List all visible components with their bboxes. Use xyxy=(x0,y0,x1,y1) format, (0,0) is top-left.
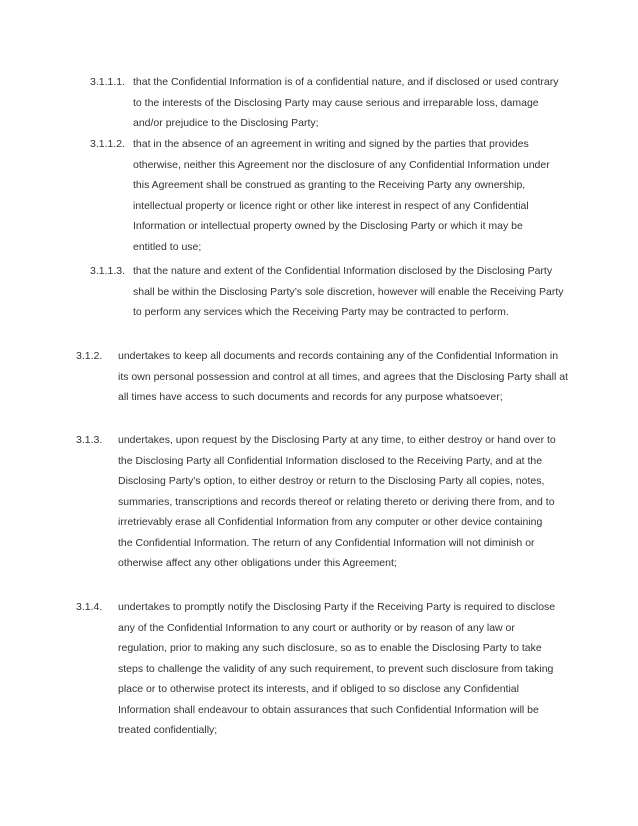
clause-number: 3.1.1.3. xyxy=(90,265,126,277)
clause-number: 3.1.2. xyxy=(76,350,103,362)
clause-text: that in the absence of an agreement in writing and signed by the parties that provides otherwise, neither this Agreement nor the disclosure of any Confidential Information under this Agreement shall be construed as granting to the Receiving Party any ownership, intellectual property or licence right or other like interest in respect of any Confidential Information or intellectual property owned by the Disclosing Party or which it may be entitled to use; xyxy=(133,138,550,253)
clause-number: 3.1.1.2. xyxy=(90,138,126,150)
clause-number: 3.1.4. xyxy=(76,601,103,613)
clause-text: undertakes, upon request by the Disclosing Party at any time, to either destroy or hand over to the Disclosing Party all Confidential Information disclosed to the Receiving Party, and at the Disclosing Party’s option, to either destroy or return to the Disclosing Party all copies, notes, summaries, transcriptions and records thereof or relating thereto or deriving there from, and to irretrievably erase all Confidential Information from any computer or other device containing the Confidential Information. The return of any Confidential Information will not diminish or otherwise affect any other obligations under this Agreement; xyxy=(118,434,556,569)
clause-number: 3.1.1.1. xyxy=(90,76,126,88)
clause-text: that the Confidential Information is of a confidential nature, and if disclosed or used contrary to the interests of the Disclosing Party may cause serious and irreparable loss, damage and/or prejudice to the Disclosing Party; xyxy=(133,76,559,129)
clause-text: undertakes to promptly notify the Disclosing Party if the Receiving Party is required to disclose any of the Confidential Information to any court or authority or by reason of any law or regulation, prior to making any such disclosure, so as to enable the Disclosing Party to take steps to challenge the validity of any such requirement, to prevent such disclosure from taking place or to otherwise protect its interests, and if obliged to so disclose any Confidential Information shall endeavour to obtain assurances that such Confidential Information will be treated confidentially; xyxy=(118,601,556,736)
clause-text: undertakes to keep all documents and records containing any of the Confidential Information in its own personal possession and control at all times, and agrees that the Disclosing Party shall at all times have access to such documents and records for any purpose whatsoever; xyxy=(118,350,568,403)
clause-text: that the nature and extent of the Confidential Information disclosed by the Disclosing Party shall be within the Disclosing Party’s sole discretion, however will enable the Receiving Party to perform any services which the Receiving Party may be contracted to perform. xyxy=(133,265,564,318)
clause-number: 3.1.3. xyxy=(76,434,103,446)
